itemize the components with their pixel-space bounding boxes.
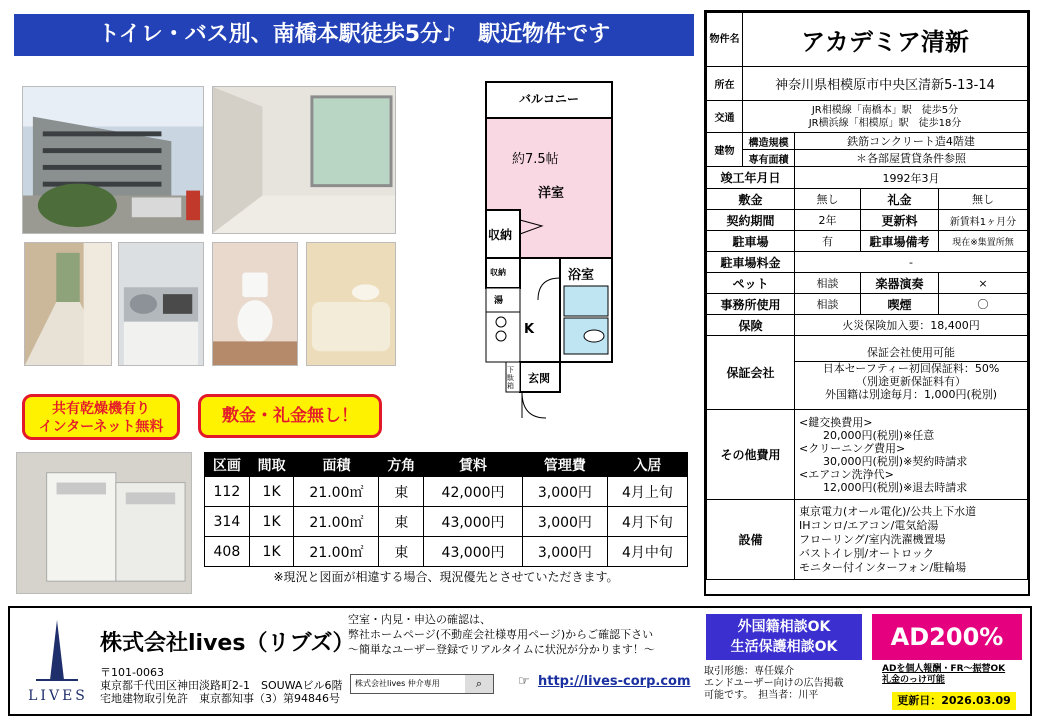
lives-logo-icon — [32, 618, 82, 688]
entrance-label: 玄関 — [528, 372, 550, 385]
renewal-label: 更新料 — [861, 210, 939, 231]
property-address: 神奈川県相模原市中央区清新5-13-14 — [743, 67, 1028, 101]
insurance-label: 保険 — [707, 315, 795, 336]
ad-note-line: 礼金のっけ可能 — [882, 675, 945, 685]
contact-message — [348, 612, 688, 657]
bath-label: 浴室 — [568, 268, 595, 283]
internet-text: インターネット無料 — [38, 419, 164, 435]
welfare-text: 生活保護相談OK — [730, 639, 838, 655]
cell: 3,000円 — [522, 477, 607, 507]
dryer-text: 共有乾燥機有り — [52, 401, 150, 417]
building-label: 建物 — [707, 133, 743, 167]
company-address — [100, 666, 342, 705]
other-line: <鍵交換費用> — [799, 415, 873, 429]
parking: 有 — [795, 231, 861, 252]
exterior-photo — [22, 86, 204, 234]
headline-banner: トイレ・バス別、南橋本駅徒歩5分♪ 駅近物件です — [14, 14, 694, 56]
cell: 東 — [379, 477, 424, 507]
access-line-1: JR相模線「南橋本」駅 徒歩5分 — [811, 104, 959, 116]
area: ＊各部屋賃貸条件参照 — [795, 150, 1028, 167]
equip-line: バストイレ別/オートロック — [799, 546, 934, 560]
col-movein: 入居 — [607, 453, 687, 477]
shikikin-label: 敷金 — [707, 189, 795, 210]
water-heater-label: 湯 — [494, 296, 504, 306]
address-line: 東京都千代田区神田淡路町2-1 SOUWAビル6階 — [100, 679, 343, 692]
office: 相談 — [795, 294, 861, 315]
search-icon[interactable]: ⌕ — [465, 675, 493, 693]
other-line: <クリーニング費用> — [799, 441, 906, 455]
area-label: 専有面積 — [743, 150, 795, 167]
built-label: 竣工年月日 — [707, 167, 795, 189]
structure-label: 構造規模 — [743, 133, 795, 150]
guarantor-line-3: （別途更新保証料有） — [856, 375, 966, 388]
smoking-label: 喫煙 — [861, 294, 939, 315]
cell: 112 — [205, 477, 250, 507]
deposit-badge: 敷金・礼金無し！ — [198, 394, 382, 438]
toilet-photo — [212, 242, 298, 366]
cell: 4月下旬 — [607, 507, 687, 537]
deal-terms — [704, 666, 844, 702]
instrument-label: 楽器演奏 — [861, 273, 939, 294]
bathroom-photo — [306, 242, 396, 366]
facility-badge — [22, 394, 180, 440]
built: 1992年3月 — [795, 167, 1028, 189]
room-label: 洋室 — [538, 186, 565, 201]
cell: 4月中旬 — [607, 537, 687, 567]
shoe-box-label: 下駄箱 — [507, 366, 514, 390]
other-line: <エアコン洗浄代> — [799, 467, 894, 481]
license-line: 宅地建物取引免許 東京都知事（3）第94846号 — [100, 692, 340, 705]
structure: 鉄筋コンクリート造4階建 — [795, 133, 1028, 150]
access-line-2: JR横浜線「相模原」駅 徒歩18分 — [808, 117, 962, 129]
guarantor-line-2: 日本セーフティー初回保証料：50% — [822, 362, 1000, 375]
col-fee: 管理費 — [522, 453, 607, 477]
pointer-icon: ☞ — [518, 674, 530, 689]
equip-line: IHコンロ/エアコン/電気給湯 — [799, 518, 939, 532]
guarantor-line-1: 保証会社使用可能 — [795, 344, 1027, 362]
cell: 21.00㎡ — [294, 507, 379, 537]
equip-line: 東京電力(オール電化)/公共上下水道 — [799, 504, 977, 518]
kitchen-label: K — [524, 322, 535, 337]
parking-label: 駐車場 — [707, 231, 795, 252]
instrument: × — [939, 273, 1028, 294]
pet-label: ペット — [707, 273, 795, 294]
other-costs — [795, 410, 1028, 500]
cell: 1K — [249, 537, 294, 567]
office-label: 事務所使用 — [707, 294, 795, 315]
website-link[interactable]: http://lives-corp.com — [538, 674, 691, 689]
deal-line: 可能です。 担当者：川平 — [704, 690, 819, 701]
cell: 3,000円 — [522, 507, 607, 537]
term-label: 契約期間 — [707, 210, 795, 231]
guarantor-label: 保証会社 — [707, 336, 795, 410]
hallway-photo — [24, 242, 112, 366]
col-area: 面積 — [294, 453, 379, 477]
reikin: 無し — [939, 189, 1028, 210]
property-name: アカデミア清新 — [743, 13, 1028, 67]
ad-badge: AD200% — [872, 614, 1022, 660]
cell: 43,000円 — [424, 507, 523, 537]
cell: 1K — [249, 507, 294, 537]
equipment — [795, 500, 1028, 580]
dryer-photo — [16, 452, 192, 594]
cell: 314 — [205, 507, 250, 537]
cell: 43,000円 — [424, 537, 523, 567]
ad-note-line: ADを個人報酬・FR～振替OK — [882, 664, 1006, 674]
guarantor — [795, 336, 1028, 410]
parking-fee: - — [795, 252, 1028, 273]
cell: 408 — [205, 537, 250, 567]
company-footer — [8, 606, 1032, 716]
search-box[interactable] — [350, 674, 494, 694]
cell: 東 — [379, 537, 424, 567]
other-line: 30,000円(税別)※契約時請求 — [823, 454, 968, 468]
deal-line: エンドユーザー向けの広告掲載 — [704, 678, 844, 689]
smoking: 〇 — [939, 294, 1028, 315]
address-label: 所在 — [707, 67, 743, 101]
renewal: 新賃料1ヶ月分 — [939, 210, 1028, 231]
storage-label: 収納 — [488, 228, 513, 242]
deal-line: 取引形態：専任媒介 — [704, 666, 794, 677]
ad-note — [882, 664, 1005, 686]
access — [743, 101, 1028, 133]
foreign-badge — [706, 614, 862, 660]
message-line: ～簡単なユーザー登録でリアルタイムに状況が分かります！～ — [348, 643, 655, 656]
term: 2年 — [795, 210, 861, 231]
cell: 1K — [249, 477, 294, 507]
parking-fee-label: 駐車場料金 — [707, 252, 795, 273]
equip-line: モニター付インターフォン/駐輪場 — [799, 560, 967, 574]
other-costs-label: その他費用 — [707, 410, 795, 500]
parking-note: 現在※集置所無 — [939, 231, 1028, 252]
postal-code: 〒101-0063 — [100, 666, 164, 679]
foreign-text: 外国籍相談OK — [737, 619, 831, 635]
company-name: 株式会社lives（リブズ） — [100, 631, 355, 656]
other-line: 20,000円(税別)※任意 — [823, 428, 935, 442]
other-line: 12,000円(税別)※退去時請求 — [823, 480, 968, 494]
pet: 相談 — [795, 273, 861, 294]
shikikin: 無し — [795, 189, 861, 210]
col-direction: 方角 — [379, 453, 424, 477]
equipment-label: 設備 — [707, 500, 795, 580]
logo-text: LIVES — [28, 688, 88, 704]
access-label: 交通 — [707, 101, 743, 133]
room-photo — [212, 86, 396, 234]
table-row — [205, 537, 688, 567]
message-line: 弊社ホームページ(不動産会社様専用ページ)からご確認下さい — [348, 628, 654, 641]
balcony-label: バルコニー — [518, 92, 579, 106]
cell: 21.00㎡ — [294, 537, 379, 567]
search-text: 株式会社lives 仲介専用 — [355, 679, 440, 688]
disclaimer-note: ※現況と図面が相違する場合、現況優先とさせていただきます。 — [273, 570, 619, 584]
cell: 42,000円 — [424, 477, 523, 507]
equip-line: フローリング/室内洗濯機置場 — [799, 532, 946, 546]
message-line: 空室・内見・申込の確認は、 — [348, 613, 491, 626]
storage-small-label: 収納 — [490, 268, 506, 277]
parking-note-label: 駐車場備考 — [861, 231, 939, 252]
col-rent: 賃料 — [424, 453, 523, 477]
unit-table — [204, 452, 688, 567]
insurance: 火災保険加入要：18,400円 — [795, 315, 1028, 336]
cell: 21.00㎡ — [294, 477, 379, 507]
col-layout: 間取 — [249, 453, 294, 477]
floor-plan — [482, 78, 622, 428]
reikin-label: 礼金 — [861, 189, 939, 210]
name-label: 物件名 — [707, 13, 743, 67]
update-date: 更新日：2026.03.09 — [892, 692, 1016, 710]
guarantor-line-4: 外国籍は別途毎月：1,000円(税別) — [824, 388, 998, 401]
table-row — [205, 507, 688, 537]
cell: 4月上旬 — [607, 477, 687, 507]
cell: 3,000円 — [522, 537, 607, 567]
kitchen-photo — [118, 242, 204, 366]
property-info-panel — [704, 10, 1030, 596]
col-unit: 区画 — [205, 453, 250, 477]
table-row — [205, 477, 688, 507]
cell: 東 — [379, 507, 424, 537]
room-size-label: 約7.5帖 — [512, 152, 559, 167]
